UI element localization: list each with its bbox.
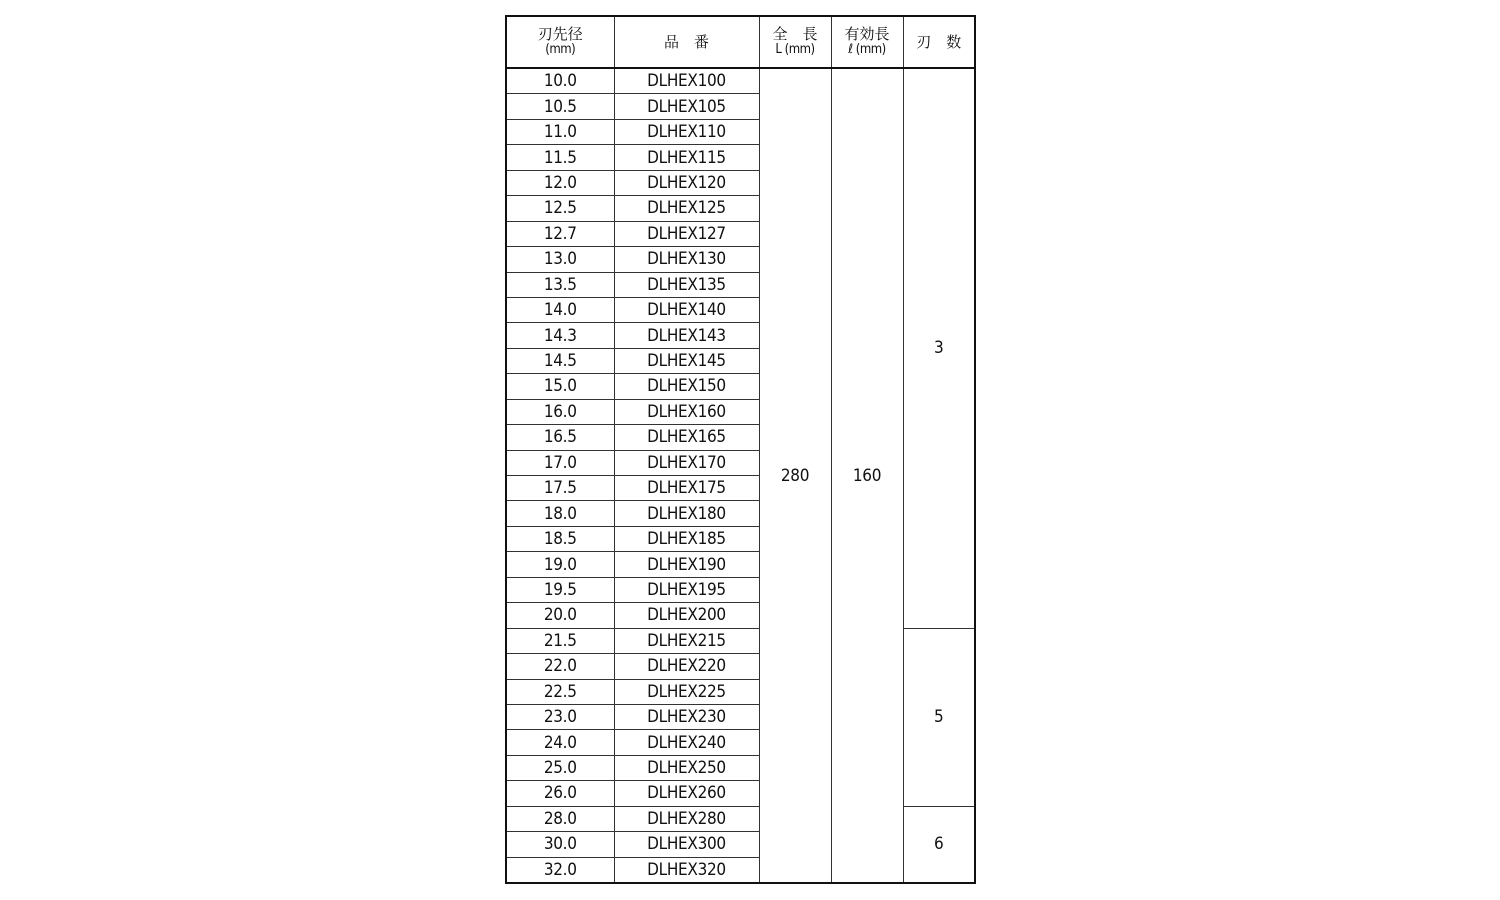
header-row [506, 16, 975, 68]
cell-part-number: DLHEX220 [614, 654, 759, 679]
cell-effective-length: 160 [831, 68, 903, 883]
cell-part-number: DLHEX240 [614, 730, 759, 755]
header-effective-length [831, 16, 903, 68]
cell-part-number: DLHEX150 [614, 374, 759, 399]
cell-diameter: 12.5 [506, 196, 614, 221]
cell-diameter: 23.0 [506, 704, 614, 729]
cell-diameter: 11.5 [506, 145, 614, 170]
cell-part-number: DLHEX185 [614, 526, 759, 551]
table-row [506, 806, 975, 831]
cell-blade-count: 5 [903, 628, 975, 806]
cell-diameter: 13.5 [506, 272, 614, 297]
cell-diameter: 16.5 [506, 425, 614, 450]
cell-part-number: DLHEX215 [614, 628, 759, 653]
cell-part-number: DLHEX250 [614, 755, 759, 780]
cell-diameter: 17.0 [506, 450, 614, 475]
cell-diameter: 15.0 [506, 374, 614, 399]
cell-part-number: DLHEX190 [614, 552, 759, 577]
cell-diameter: 18.0 [506, 501, 614, 526]
table-body [506, 68, 975, 883]
header-diameter [506, 16, 614, 68]
cell-part-number: DLHEX115 [614, 145, 759, 170]
cell-diameter: 19.5 [506, 577, 614, 602]
cell-diameter: 26.0 [506, 781, 614, 806]
cell-part-number: DLHEX170 [614, 450, 759, 475]
cell-part-number: DLHEX140 [614, 297, 759, 322]
cell-part-number: DLHEX175 [614, 476, 759, 501]
header-blades-label: 刃 数 [916, 33, 962, 51]
cell-diameter: 30.0 [506, 832, 614, 857]
cell-diameter: 22.5 [506, 679, 614, 704]
cell-part-number: DLHEX125 [614, 196, 759, 221]
cell-diameter: 25.0 [506, 755, 614, 780]
cell-diameter: 16.0 [506, 399, 614, 424]
cell-diameter: 14.0 [506, 297, 614, 322]
cell-part-number: DLHEX180 [614, 501, 759, 526]
cell-part-number: DLHEX225 [614, 679, 759, 704]
spec-table [505, 15, 976, 884]
header-part-number-label: 品 番 [663, 33, 709, 51]
cell-diameter: 21.5 [506, 628, 614, 653]
table-header [506, 16, 975, 68]
cell-blade-count: 6 [903, 806, 975, 883]
cell-part-number: DLHEX200 [614, 603, 759, 628]
cell-diameter: 18.5 [506, 526, 614, 551]
cell-part-number: DLHEX165 [614, 425, 759, 450]
cell-diameter: 17.5 [506, 476, 614, 501]
cell-part-number: DLHEX320 [614, 857, 759, 883]
cell-part-number: DLHEX143 [614, 323, 759, 348]
cell-diameter: 28.0 [506, 806, 614, 831]
table-row [506, 628, 975, 653]
header-effective-length-label: 有効長 [844, 25, 890, 43]
table-row [506, 68, 975, 94]
cell-diameter: 19.0 [506, 552, 614, 577]
cell-diameter: 24.0 [506, 730, 614, 755]
cell-overall-length: 280 [759, 68, 831, 883]
cell-diameter: 11.0 [506, 119, 614, 144]
cell-diameter: 13.0 [506, 247, 614, 272]
cell-part-number: DLHEX145 [614, 348, 759, 373]
cell-part-number: DLHEX120 [614, 170, 759, 195]
cell-diameter: 10.0 [506, 68, 614, 94]
cell-diameter: 14.3 [506, 323, 614, 348]
cell-part-number: DLHEX160 [614, 399, 759, 424]
cell-part-number: DLHEX105 [614, 94, 759, 119]
cell-part-number: DLHEX110 [614, 119, 759, 144]
cell-diameter: 32.0 [506, 857, 614, 883]
cell-part-number: DLHEX135 [614, 272, 759, 297]
header-effective-length-unit: ℓ (mm) [848, 42, 886, 57]
cell-part-number: DLHEX280 [614, 806, 759, 831]
header-overall-length-unit: L (mm) [775, 42, 815, 57]
cell-part-number: DLHEX127 [614, 221, 759, 246]
header-diameter-unit: (mm) [545, 42, 576, 57]
cell-part-number: DLHEX100 [614, 68, 759, 94]
cell-blade-count: 3 [903, 68, 975, 628]
header-overall-length [759, 16, 831, 68]
header-overall-length-label: 全 長 [772, 25, 818, 43]
cell-diameter: 14.5 [506, 348, 614, 373]
cell-part-number: DLHEX300 [614, 832, 759, 857]
cell-part-number: DLHEX260 [614, 781, 759, 806]
cell-part-number: DLHEX230 [614, 704, 759, 729]
header-part-number [614, 16, 759, 68]
cell-diameter: 12.0 [506, 170, 614, 195]
cell-diameter: 12.7 [506, 221, 614, 246]
header-blades [903, 16, 975, 68]
cell-diameter: 20.0 [506, 603, 614, 628]
cell-diameter: 10.5 [506, 94, 614, 119]
cell-diameter: 22.0 [506, 654, 614, 679]
cell-part-number: DLHEX130 [614, 247, 759, 272]
header-diameter-label: 刃先径 [537, 25, 583, 43]
cell-part-number: DLHEX195 [614, 577, 759, 602]
